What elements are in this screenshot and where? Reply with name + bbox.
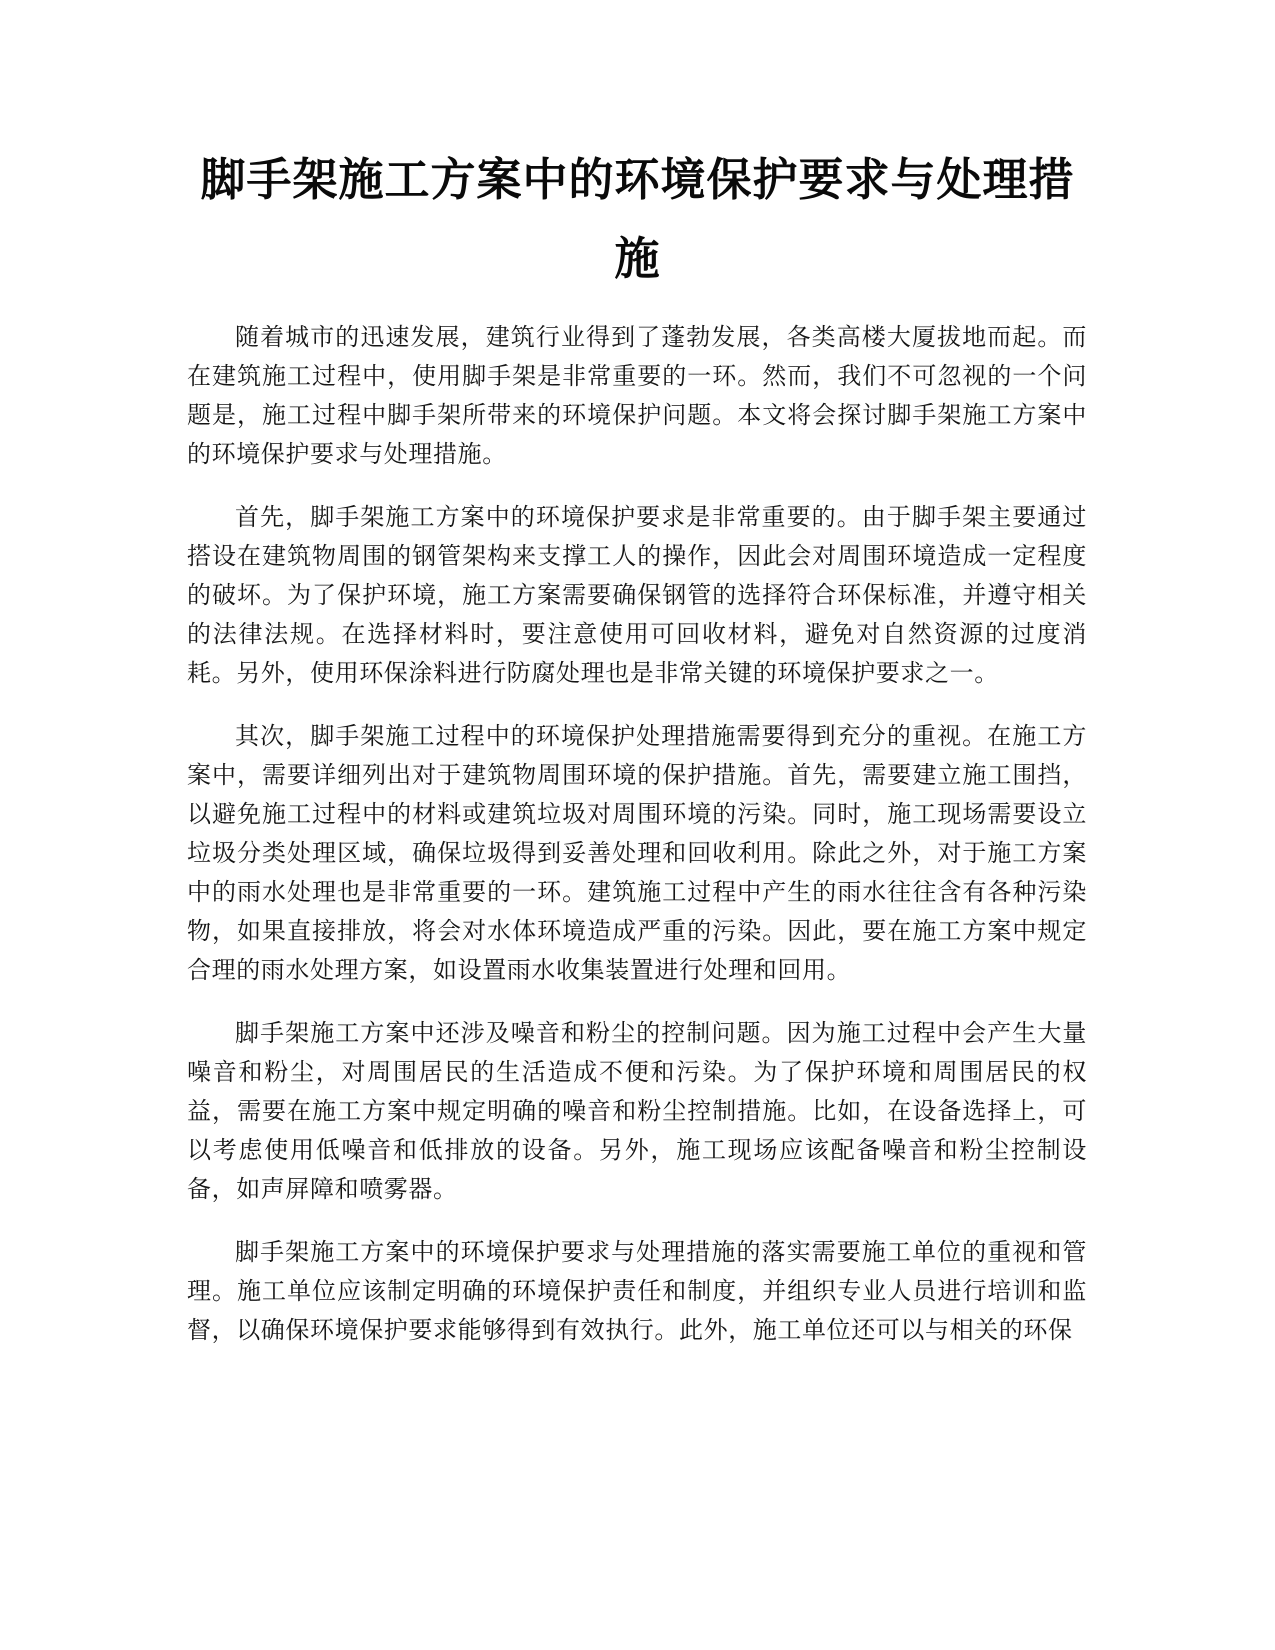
paragraph-1: 随着城市的迅速发展，建筑行业得到了蓬勃发展，各类高楼大厦拔地而起。而在建筑施工过程中，使用脚手架是非常重要的一环。然而，我们不可忽视的一个问题是，施工过程中脚手架所带来的环境保护问题。本文将会探讨脚手架施工方案中的环境保护要求与处理措施。: [187, 323, 1087, 468]
paragraph-2: 首先，脚手架施工方案中的环境保护要求是非常重要的。由于脚手架主要通过搭设在建筑物周围的钢管架构来支撑工人的操作，因此会对周围环境造成一定程度的破坏。为了保护环境，施工方案需要确保钢管的选择符合环保标准，并遵守相关的法律法规。在选择材料时，要注意使用可回收材料，避免对自然资源的过度消耗。另外，使用环保涂料进行防腐处理也是非常关键的环境保护要求之一。: [187, 503, 1087, 687]
document-title: 脚手架施工方案中的环境保护要求与处理措施: [200, 153, 1075, 285]
paragraph-5: 脚手架施工方案中的环境保护要求与处理措施的落实需要施工单位的重视和管理。施工单位应该制定明确的环境保护责任和制度，并组织专业人员进行培训和监督，以确保环境保护要求能够得到有效执行。此外，施工单位还可以与相关的环保: [187, 1238, 1087, 1344]
paragraph-3: 其次，脚手架施工过程中的环境保护处理措施需要得到充分的重视。在施工方案中，需要详细列出对于建筑物周围环境的保护措施。首先，需要建立施工围挡，以避免施工过程中的材料或建筑垃圾对周围环境的污染。同时，施工现场需要设立垃圾分类处理区域，确保垃圾得到妥善处理和回收利用。除此之外，对于施工方案中的雨水处理也是非常重要的一环。建筑施工过程中产生的雨水往往含有各种污染物，如果直接排放，将会对水体环境造成严重的污染。因此，要在施工方案中规定合理的雨水处理方案，如设置雨水收集装置进行处理和回用。: [187, 722, 1087, 984]
document-body: [187, 318, 1087, 1374]
paragraph-4: 脚手架施工方案中还涉及噪音和粉尘的控制问题。因为施工过程中会产生大量噪音和粉尘，对周围居民的生活造成不便和污染。为了保护环境和周围居民的权益，需要在施工方案中规定明确的噪音和粉尘控制措施。比如，在设备选择上，可以考虑使用低噪音和低排放的设备。另外，施工现场应该配备噪音和粉尘控制设备，如声屏障和喷雾器。: [187, 1019, 1087, 1203]
